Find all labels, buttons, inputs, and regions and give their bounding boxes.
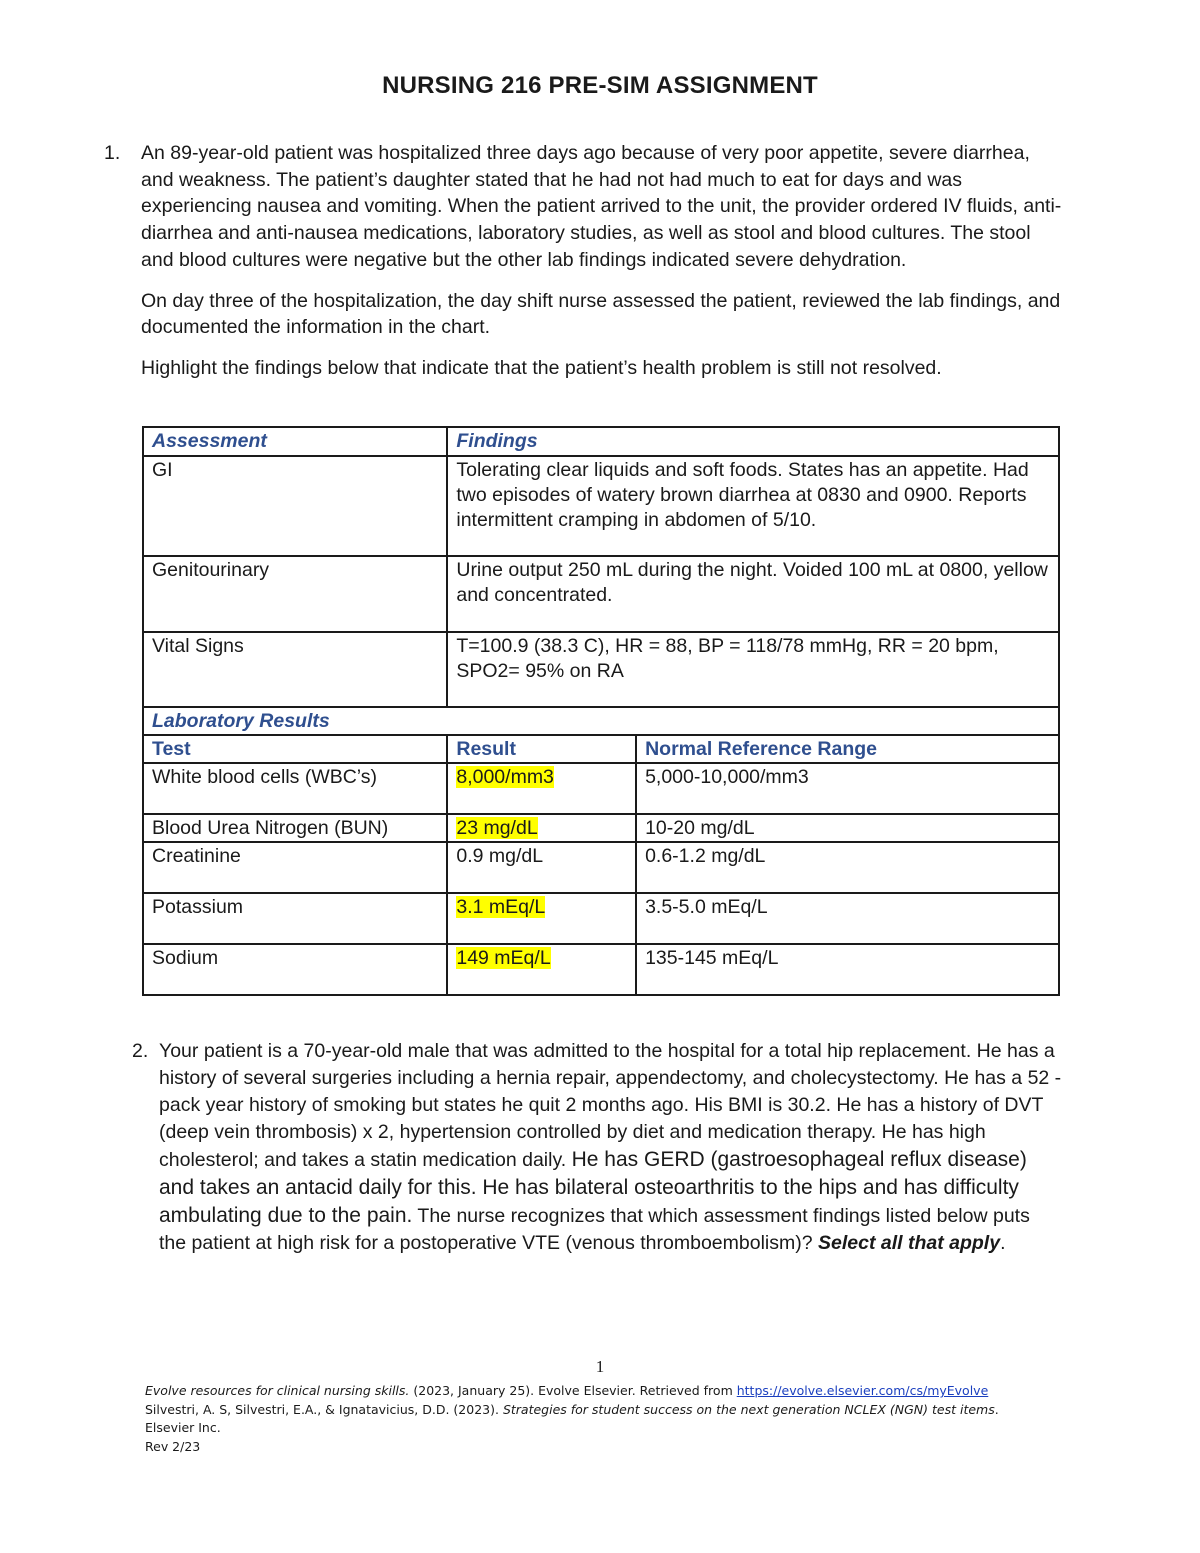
lab-range: 3.5-5.0 mEq/L	[636, 893, 1059, 944]
lab-row	[143, 763, 1059, 814]
reference-2: Silvestri, A. S, Silvestri, E.A., & Ignatavicius, D.D. (2023). Strategies for student success on the next generation NCLEX (NGN) test items. Elsevier Inc.	[145, 1401, 999, 1435]
lab-test: Creatinine	[143, 842, 447, 893]
lab-row	[143, 814, 1059, 842]
lab-results-header: Laboratory Results	[143, 707, 1059, 735]
lab-result: 0.9 mg/dL	[447, 842, 636, 893]
findings-cell: Urine output 250 mL during the night. Voided 100 mL at 0800, yellow and concentrated.	[447, 556, 1059, 632]
lab-range: 135-145 mEq/L	[636, 944, 1059, 995]
table-row	[143, 456, 1059, 556]
test-header: Test	[143, 735, 447, 763]
table-row	[143, 556, 1059, 632]
assessment-cell: Vital Signs	[143, 632, 447, 707]
assessment-header: Assessment	[143, 427, 447, 456]
question-number: 1.	[104, 142, 121, 164]
lab-range: 0.6-1.2 mg/dL	[636, 842, 1059, 893]
lab-test: Potassium	[143, 893, 447, 944]
result-header: Result	[447, 735, 636, 763]
question-1	[104, 140, 1064, 396]
reference-1: Evolve resources for clinical nursing skills. (2023, January 25). Evolve Elsevier. Retrieved from https://evolve.elsevier.com/cs/myEvolve	[145, 1383, 989, 1398]
lab-range: 5,000-10,000/mm3	[636, 763, 1059, 814]
question-number: 2.	[132, 1040, 149, 1062]
question-paragraph: An 89-year-old patient was hospitalized three days ago because of very poor appetite, severe diarrhea, and weakness. The patient’s daughter stated that he had not had much to eat for days and was experiencing nausea and vomiting. When the patient arrived to the unit, the provider ordered IV fluids, anti-diarrhea and anti-nausea medications, laboratory studies, as well as stool and blood cultures. The stool and blood cultures were negative but the other lab findings indicated severe dehydration.	[141, 142, 1062, 271]
page-title: NURSING 216 PRE-SIM ASSIGNMENT	[382, 72, 818, 99]
lab-result-highlighted: 3.1 mEq/L	[456, 896, 546, 918]
lab-result-highlighted: 23 mg/dL	[456, 817, 538, 839]
findings-cell: Tolerating clear liquids and soft foods. States has an appetite. Had two episodes of watery brown diarrhea at 0830 and 0900. Reports intermittent cramping in abdomen of 5/10.	[447, 456, 1059, 556]
lab-result-highlighted: 149 mEq/L	[456, 947, 551, 969]
lab-row	[143, 893, 1059, 944]
lab-test: Sodium	[143, 944, 447, 995]
findings-cell: T=100.9 (38.3 C), HR = 88, BP = 118/78 mmHg, RR = 20 bpm, SPO2= 95% on RA	[447, 632, 1059, 707]
revision-label: Rev 2/23	[145, 1438, 201, 1454]
question-text: Your patient is a 70-year-old male that was admitted to the hospital for a total hip replacement. He has a history of several surgeries including a hernia repair, appendectomy, and cholecystectomy. He has a 52 -pack year history of smoking but states he quit 2 months ago. His BMI is 30.2. He has a history of DVT (deep vein thrombosis) x 2, hypertension controlled by diet and medication therapy. He has high cholesterol; and takes a statin medication daily. He has GERD (gastroesophageal reflux disease) and takes an antacid daily for this. He has bilateral osteoarthritis to the hips and has difficulty ambulating due to the pain. The nurse recognizes that which assessment findings listed below puts the patient at high risk for a postoperative VTE (venous thromboembolism)? Select all that apply.	[159, 1040, 1062, 1254]
question-paragraph: On day three of the hospitalization, the day shift nurse assessed the patient, reviewed the lab findings, and documented the information in the chart.	[141, 289, 1061, 339]
findings-header: Findings	[447, 427, 1059, 456]
lab-result-highlighted: 8,000/mm3	[456, 766, 554, 788]
evolve-link[interactable]: https://evolve.elsevier.com/cs/myEvolve	[736, 1383, 989, 1398]
select-all-emphasis: Select all that apply	[818, 1232, 1001, 1254]
page-number: 1	[595, 1357, 605, 1376]
assessment-table	[142, 426, 1060, 996]
range-header: Normal Reference Range	[636, 735, 1059, 763]
question-2	[132, 1038, 1062, 1257]
lab-row	[143, 842, 1059, 893]
question-instruction: Highlight the findings below that indicate that the patient’s health problem is still not resolved.	[141, 356, 942, 379]
assessment-cell: Genitourinary	[143, 556, 447, 632]
table-row	[143, 632, 1059, 707]
lab-range: 10-20 mg/dL	[636, 814, 1059, 842]
assessment-cell: GI	[143, 456, 447, 556]
lab-test: Blood Urea Nitrogen (BUN)	[143, 814, 447, 842]
footer-references	[145, 1382, 1045, 1456]
lab-row	[143, 944, 1059, 995]
lab-test: White blood cells (WBC’s)	[143, 763, 447, 814]
